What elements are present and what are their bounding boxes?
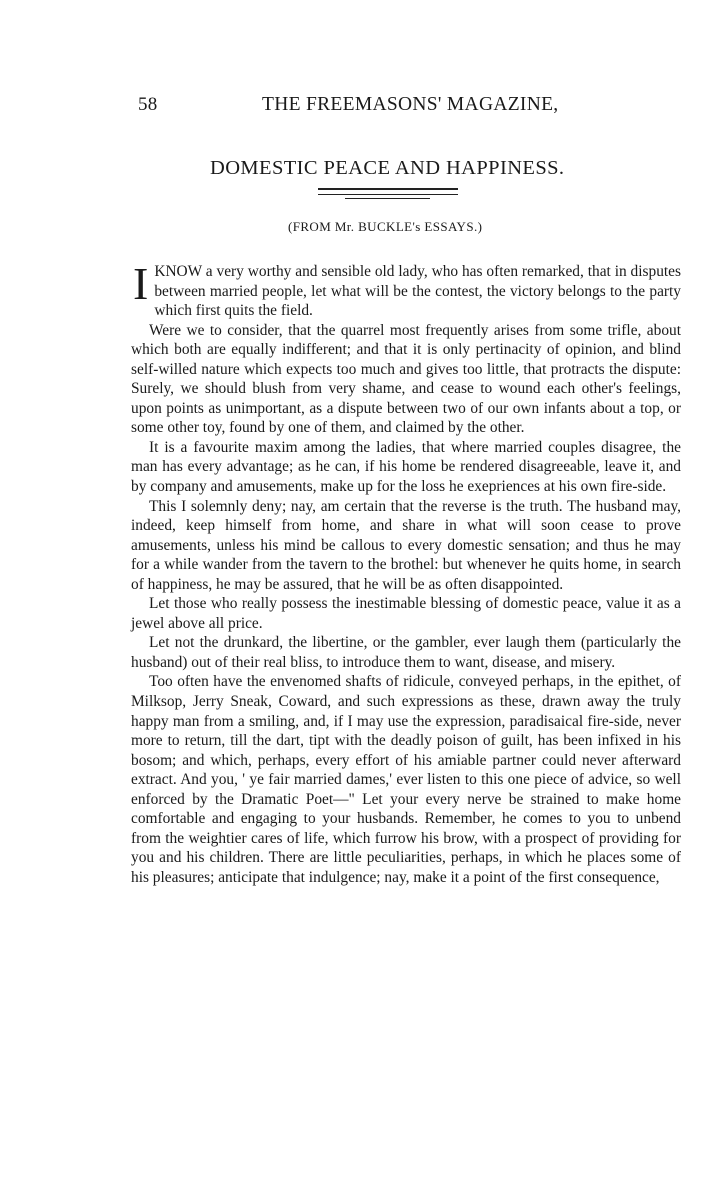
article-paragraph: Were we to consider, that the quarrel most frequently arises from some trifle, about which both are equally indifferent; and that it is only pertinacity of opinion, and blind self-willed nature which expects too much and gives too little, that protracts the dispute: Surely, we should blush from very shame, and cease to wound each other's feelings, upon points as unimportant, as a dispute between two of our own infants about a top, or some other toy, found by one of them, and claimed by the other. <box>131 321 681 437</box>
title-rule <box>345 198 430 199</box>
article-body <box>131 258 681 888</box>
title-rule <box>318 188 458 190</box>
first-word: KNOW <box>154 263 202 280</box>
title-rule <box>318 194 458 195</box>
article-paragraph: It is a favourite maxim among the ladies, that where married couples disagree, the man has every advantage; as he can, if his home be rendered disagreeable, leave it, and by company and amusements, make up for the loss he exepriences at his own fire-side. <box>131 438 681 496</box>
page-number: 58 <box>138 94 158 115</box>
article-source: (FROM Mr. BUCKLE's ESSAYS.) <box>288 219 483 234</box>
article-title: DOMESTIC PEACE AND HAPPINESS. <box>210 157 565 179</box>
article-paragraph: This I solemnly deny; nay, am certain that the reverse is the truth. The husband may, indeed, keep himself from home, and share in what will soon cease to prove amusements, unless his mind be callous to every domestic sensation; and thus he may for a while wander from the tavern to the brothel: but whenever he quits home, in search of happiness, he may be assured, that he will be as often disappointed. <box>131 497 681 593</box>
running-head: THE FREEMASONS' MAGAZINE, <box>262 94 559 115</box>
article-paragraph: Too often have the envenomed shafts of ridicule, conveyed perhaps, in the epithet, of Milksop, Jerry Sneak, Coward, and such expressions as these, drawn away the truly happy man from a smiling, and, if I may use the expression, paradisaical fire-side, never more to return, till the dart, tipt with the deadly poison of guilt, has been infixed in his bosom; and which, perhaps, every effort of his amiable partner could never afterward extract. And you, ' ye fair married dames,' ever listen to this one piece of advice, so well enforced by the Dramatic Poet—" Let your every nerve be strained to make home comfortable and engaging to your husbands. Remember, he comes to you to unbend from the weightier cares of life, which furrow his brow, with a prospect of providing for you and his children. There are little peculiarities, perhaps, in which he places some of his pleasures; anticipate that indulgence; nay, make it a point of the first consequence, <box>131 673 681 886</box>
article-paragraph: Let not the drunkard, the libertine, or the gambler, ever laugh them (particularly the husband) out of their real bliss, to introduce them to want, disease, and misery. <box>131 634 681 671</box>
article-paragraph: Let those who really possess the inestimable blessing of domestic peace, value it as a jewel above all price. <box>131 595 681 632</box>
paragraph-text: a very worthy and sensible old lady, who has often remarked, that in disputes between married people, let what will be the contest, the victory belongs to the party which first quits the field. <box>154 263 681 320</box>
drop-cap: I <box>133 258 149 309</box>
page-header <box>138 94 684 130</box>
article-paragraph <box>131 258 681 321</box>
